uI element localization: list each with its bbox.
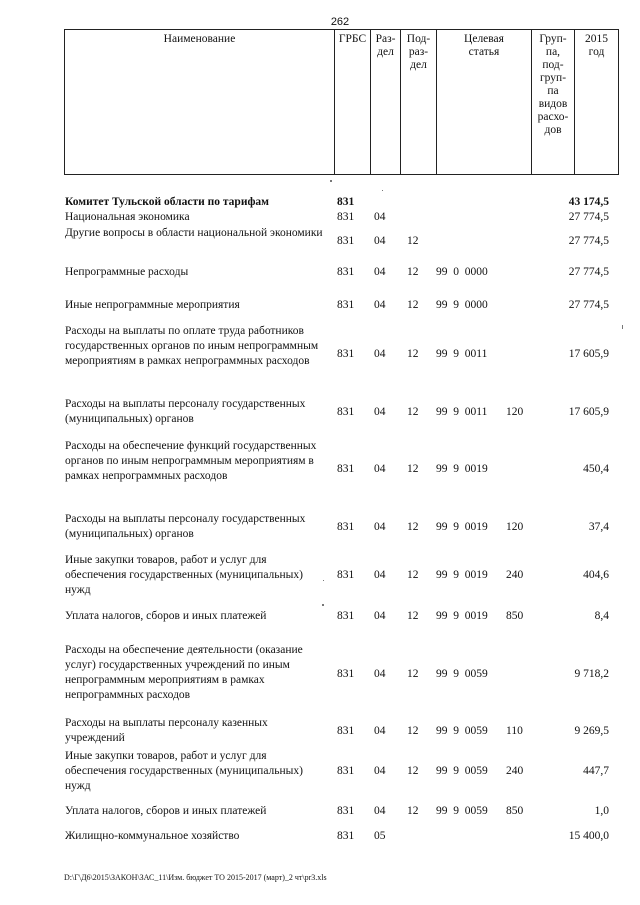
- scan-speck: [382, 190, 383, 191]
- row-name: Иные непрограммные мероприятия: [65, 299, 240, 311]
- row-razdel: 04: [374, 521, 386, 533]
- row-group: 240: [506, 569, 524, 581]
- row-podrazdel: 12: [407, 406, 419, 418]
- row-target: 99 0 0000: [436, 266, 488, 278]
- row-name: Уплата налогов, сборов и иных платежей: [65, 805, 267, 817]
- row-amount: 17 605,9: [568, 406, 609, 418]
- row-target: 99 9 0059: [436, 668, 488, 680]
- row-target: 99 9 0019: [436, 569, 488, 581]
- row-target: 99 9 0000: [436, 299, 488, 311]
- header-name: Наименование: [65, 30, 335, 175]
- row-podrazdel: 12: [407, 521, 419, 533]
- row-target: 99 9 0019: [436, 463, 488, 475]
- row-target: 99 9 0011: [436, 348, 488, 360]
- row-amount: 404,6: [583, 569, 609, 581]
- row-name: Другие вопросы в области национальной экономики: [65, 227, 323, 239]
- row-amount: 8,4: [594, 610, 609, 622]
- row-razdel: 04: [374, 805, 386, 817]
- row-name: Расходы на выплаты персоналу государственных (муниципальных) органов: [65, 513, 306, 540]
- header-grbs: ГРБС: [335, 30, 371, 175]
- row-amount: 15 400,0: [568, 830, 609, 842]
- row-grbs: 831: [337, 765, 355, 777]
- row-razdel: 04: [374, 765, 386, 777]
- row-amount: 9 269,5: [574, 725, 609, 737]
- row-target: 99 9 0019: [436, 521, 488, 533]
- row-podrazdel: 12: [407, 463, 419, 475]
- row-name: Непрограммные расходы: [65, 266, 189, 278]
- row-podrazdel: 12: [407, 805, 419, 817]
- row-podrazdel: 12: [407, 266, 419, 278]
- file-path-footer: D:\Г\Д6\2015\ЗАКОН\ЗАС_11\Изм. бюджет ТО 2015-2017 (март)_2 чт\pr3.xls: [64, 873, 327, 882]
- row-podrazdel: 12: [407, 668, 419, 680]
- row-target: 99 9 0011: [436, 406, 488, 418]
- row-grbs: 831: [337, 725, 355, 737]
- row-name: Расходы на обеспечение деятельности (оказание услуг) государственных учреждений по иным непрограммным мероприятиям в рамках непрограммных расходов: [65, 644, 303, 701]
- row-target: 99 9 0059: [436, 805, 488, 817]
- row-amount: 37,4: [588, 521, 609, 533]
- row-podrazdel: 12: [407, 299, 419, 311]
- row-grbs: 831: [337, 463, 355, 475]
- row-podrazdel: 12: [407, 569, 419, 581]
- row-grbs: 831: [337, 266, 355, 278]
- row-name: Национальная экономика: [65, 211, 190, 223]
- row-razdel: 04: [374, 211, 386, 223]
- row-podrazdel: 12: [407, 610, 419, 622]
- row-group: 240: [506, 765, 524, 777]
- row-grbs: 831: [337, 211, 355, 223]
- row-amount: 27 774,5: [568, 299, 609, 311]
- table-header: [64, 29, 619, 175]
- row-amount: 27 774,5: [568, 235, 609, 247]
- row-razdel: 04: [374, 725, 386, 737]
- row-amount: 450,4: [583, 463, 609, 475]
- row-name: Расходы на выплаты персоналу государственных (муниципальных) органов: [65, 398, 306, 425]
- row-grbs: 831: [337, 235, 355, 247]
- row-grbs: 831: [337, 569, 355, 581]
- row-podrazdel: 12: [407, 235, 419, 247]
- row-podrazdel: 12: [407, 725, 419, 737]
- row-grbs: 831: [337, 610, 355, 622]
- row-razdel: 04: [374, 299, 386, 311]
- row-amount: 27 774,5: [568, 211, 609, 223]
- row-name: Уплата налогов, сборов и иных платежей: [65, 610, 267, 622]
- row-razdel: 04: [374, 569, 386, 581]
- row-razdel: 04: [374, 610, 386, 622]
- row-name: Расходы на выплаты по оплате труда работников государственных органов по иным непрограммным мероприятиям в рамках непрограммных расходов: [65, 325, 319, 367]
- scan-speck: [330, 180, 332, 182]
- row-razdel: 05: [374, 830, 386, 842]
- row-group: 120: [506, 521, 524, 533]
- row-razdel: 04: [374, 235, 386, 247]
- row-name: Иные закупки товаров, работ и услуг для обеспечения государственных (муниципальных) нужд: [65, 554, 303, 596]
- row-grbs: 831: [337, 348, 355, 360]
- row-grbs: 831: [337, 299, 355, 311]
- row-grbs: 831: [337, 805, 355, 817]
- row-target: 99 9 0019: [436, 610, 488, 622]
- row-amount: 17 605,9: [568, 348, 609, 360]
- row-grbs: 831: [337, 196, 355, 208]
- row-name: Расходы на выплаты персоналу казенных учреждений: [65, 717, 268, 744]
- row-podrazdel: 12: [407, 765, 419, 777]
- row-name: Жилищно-коммунальное хозяйство: [65, 830, 240, 842]
- scan-speck: [323, 580, 324, 581]
- row-name: Иные закупки товаров, работ и услуг для обеспечения государственных (муниципальных) нужд: [65, 750, 303, 792]
- row-grbs: 831: [337, 521, 355, 533]
- row-podrazdel: 12: [407, 348, 419, 360]
- header-group: Груп- па, под- груп- па видов расхо- дов: [532, 30, 575, 175]
- header-target: Целевая статья: [437, 30, 532, 175]
- row-razdel: 04: [374, 463, 386, 475]
- row-razdel: 04: [374, 348, 386, 360]
- row-razdel: 04: [374, 668, 386, 680]
- row-grbs: 831: [337, 406, 355, 418]
- row-amount: 27 774,5: [568, 266, 609, 278]
- row-razdel: 04: [374, 406, 386, 418]
- row-amount: 447,7: [583, 765, 609, 777]
- page-number: 262: [330, 16, 350, 28]
- scan-speck: [622, 325, 623, 329]
- row-group: 850: [506, 805, 524, 817]
- row-amount: 1,0: [594, 805, 609, 817]
- row-group: 850: [506, 610, 524, 622]
- row-group: 110: [506, 725, 523, 737]
- row-name: Расходы на обеспечение функций государственных органов по иным непрограммным мероприятиям в рамках непрограммных расходов: [65, 440, 317, 482]
- row-group: 120: [506, 406, 524, 418]
- header-podrazdel: Под- раз- дел: [401, 30, 437, 175]
- header-year: 2015 год: [575, 30, 619, 175]
- row-razdel: 04: [374, 266, 386, 278]
- row-amount: 9 718,2: [574, 668, 609, 680]
- row-target: 99 9 0059: [436, 765, 488, 777]
- scan-speck: [322, 604, 324, 606]
- row-grbs: 831: [337, 830, 355, 842]
- row-name: Комитет Тульской области по тарифам: [65, 196, 269, 208]
- row-target: 99 9 0059: [436, 725, 488, 737]
- row-amount: 43 174,5: [568, 196, 609, 208]
- row-grbs: 831: [337, 668, 355, 680]
- header-razdel: Раз- дел: [371, 30, 401, 175]
